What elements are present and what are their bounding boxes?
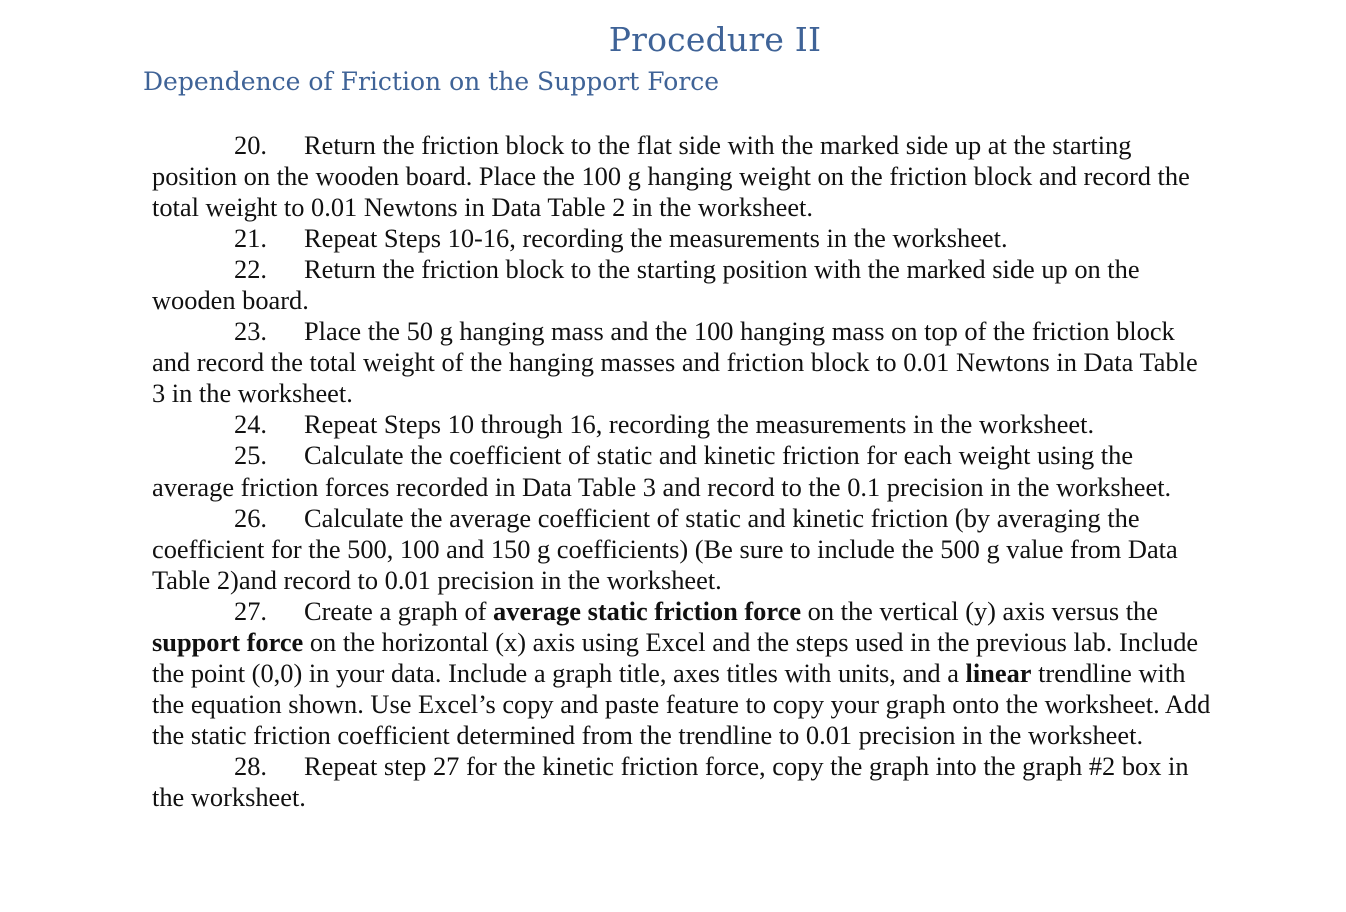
step-text-part: trendline with the equation shown. Use Excel’s copy and paste feature to copy your graph onto the worksheet. Add the static friction coefficient determined from the trendline to 0.01 precision in the worksheet. xyxy=(152,657,1211,750)
procedure-steps xyxy=(152,130,1212,813)
step-text-bold: support force xyxy=(152,626,304,657)
step-number: 26. xyxy=(234,502,267,533)
step-text: Calculate the average coefficient of static and kinetic friction (by averaging the coefficient for the 500, 100 and 150 g coefficients) (Be sure to include the 500 g value from Data Table 2)and record to 0.01 precision in the worksheet. xyxy=(152,502,1178,595)
section-subtitle: Dependence of Friction on the Support Force xyxy=(143,67,720,96)
step-text: Place the 50 g hanging mass and the 100 hanging mass on top of the friction block and record the total weight of the hanging masses and friction block to 0.01 Newtons in Data Table 3 in the worksheet. xyxy=(152,316,1198,409)
step-text: Repeat step 27 for the kinetic friction force, copy the graph into the graph #2 box in the worksheet. xyxy=(152,750,1189,812)
step-22 xyxy=(152,254,1212,316)
step-number: 25. xyxy=(234,440,267,471)
step-text-part: on the vertical (y) axis versus the xyxy=(801,595,1158,626)
step-number: 20. xyxy=(234,130,267,160)
step-text: Repeat Steps 10-16, recording the measurements in the worksheet. xyxy=(304,223,1008,254)
step-text-bold: average static friction force xyxy=(493,595,802,626)
step-number: 23. xyxy=(234,316,267,347)
step-24 xyxy=(152,409,1212,440)
step-number: 27. xyxy=(234,595,267,626)
step-number: 22. xyxy=(234,254,267,285)
step-text: Return the friction block to the flat side with the marked side up at the starting position on the wooden board. Place the 100 g hanging weight on the friction block and record the total weight to 0.01 Newtons in Data Table 2 in the worksheet. xyxy=(152,130,1190,223)
step-number: 28. xyxy=(234,750,267,781)
page-title: Procedure II xyxy=(608,20,822,59)
step-text-bold: linear xyxy=(965,657,1032,688)
step-number: 21. xyxy=(234,223,267,254)
step-25 xyxy=(152,440,1212,502)
step-text-part: on the horizontal (x) axis using Excel and the steps used in the previous lab. Include the point (0,0) in your data. Include a graph title, axes titles with units, and a xyxy=(152,626,1199,688)
step-27 xyxy=(152,596,1212,751)
step-text: Calculate the coefficient of static and kinetic friction for each weight using the average friction forces recorded in Data Table 3 and record to the 0.1 precision in the worksheet. xyxy=(152,440,1172,502)
step-20 xyxy=(152,130,1212,223)
step-text: Repeat Steps 10 through 16, recording the measurements in the worksheet. xyxy=(304,409,1095,440)
step-text: Return the friction block to the starting position with the marked side up on the wooden board. xyxy=(152,254,1140,316)
step-28 xyxy=(152,751,1212,813)
step-23 xyxy=(152,316,1212,409)
step-number: 24. xyxy=(234,409,267,440)
step-text-part: Create a graph of xyxy=(304,595,494,626)
step-21 xyxy=(152,223,1212,254)
step-26 xyxy=(152,503,1212,596)
